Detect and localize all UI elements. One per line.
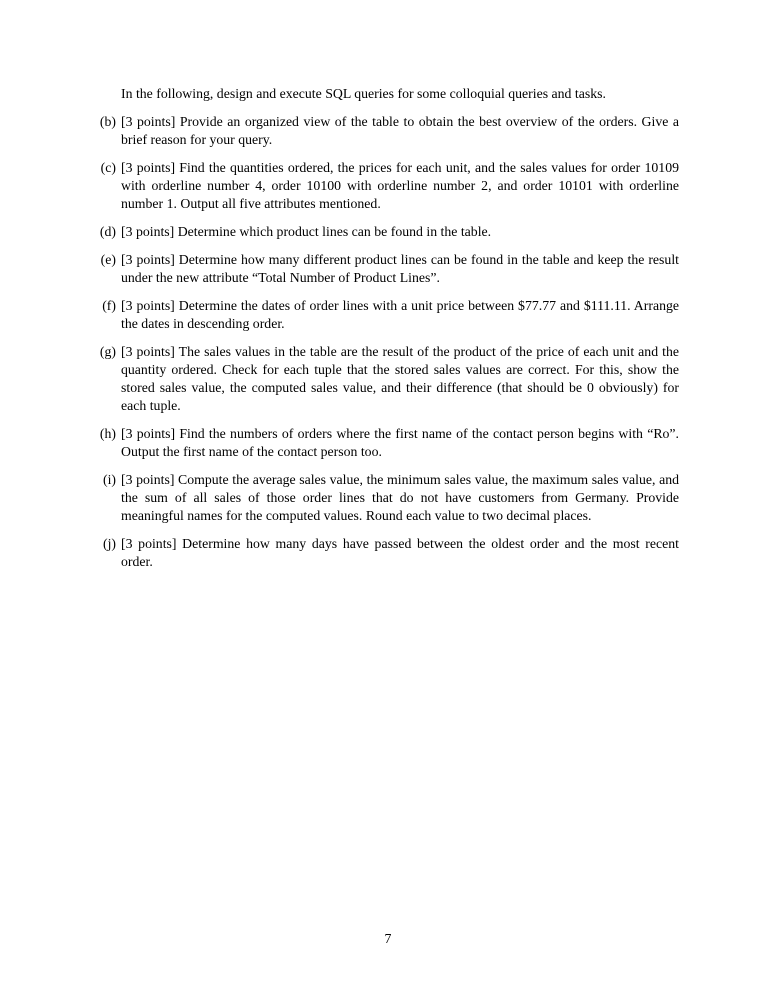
page-number: 7 xyxy=(384,931,392,946)
item-label-i: (i) xyxy=(102,472,116,487)
list-item-i xyxy=(97,471,679,525)
list-item-h xyxy=(97,425,679,461)
item-text-j: [3 points] Determine how many days have passed between the oldest order and the most recent order. xyxy=(121,536,679,569)
item-label-d: (d) xyxy=(99,224,116,239)
list-item-b xyxy=(97,113,679,149)
intro-paragraph: In the following, design and execute SQL queries for some colloquial queries and tasks. xyxy=(121,86,606,101)
item-label-b: (b) xyxy=(99,114,116,129)
item-text-d: [3 points] Determine which product lines can be found in the table. xyxy=(121,224,492,239)
item-label-e: (e) xyxy=(100,252,116,267)
item-text-g: [3 points] The sales values in the table are the result of the product of the price of each unit and the quantity ordered. Check for each tuple that the stored sales values are correct. For this, show the stored sales value, the computed sales value, and their difference (that should be 0 obviously) for each tuple. xyxy=(121,344,679,413)
list-item-c xyxy=(97,159,679,213)
page-content xyxy=(97,85,679,571)
item-label-g: (g) xyxy=(99,344,116,359)
item-text-b: [3 points] Provide an organized view of the table to obtain the best overview of the orders. Give a brief reason for your query. xyxy=(121,114,679,147)
item-text-h: [3 points] Find the numbers of orders where the first name of the contact person begins with “Ro”. Output the first name of the contact person too. xyxy=(121,426,679,459)
item-text-f: [3 points] Determine the dates of order lines with a unit price between $77.77 and $111.11. Arrange the dates in descending order. xyxy=(121,298,679,331)
list-item-g xyxy=(97,343,679,415)
list-item-e xyxy=(97,251,679,287)
item-label-c: (c) xyxy=(100,160,116,175)
item-text-i: [3 points] Compute the average sales value, the minimum sales value, the maximum sales value, and the sum of all sales of those order lines that do not have customers from Germany. Provide meaningful names for the computed values. Round each value to two decimal places. xyxy=(121,472,679,523)
item-label-f: (f) xyxy=(102,298,116,313)
item-text-c: [3 points] Find the quantities ordered, the prices for each unit, and the sales values for order 10109 with orderline number 4, order 10100 with orderline number 2, and order 10101 with orderline number 1. Output all five attributes mentioned. xyxy=(121,160,679,211)
item-label-h: (h) xyxy=(99,426,116,441)
item-label-j: (j) xyxy=(102,536,116,551)
list-item-j xyxy=(97,535,679,571)
list-item-d xyxy=(97,223,679,241)
list-item-f xyxy=(97,297,679,333)
item-text-e: [3 points] Determine how many different product lines can be found in the table and keep the result under the new attribute “Total Number of Product Lines”. xyxy=(121,252,679,285)
